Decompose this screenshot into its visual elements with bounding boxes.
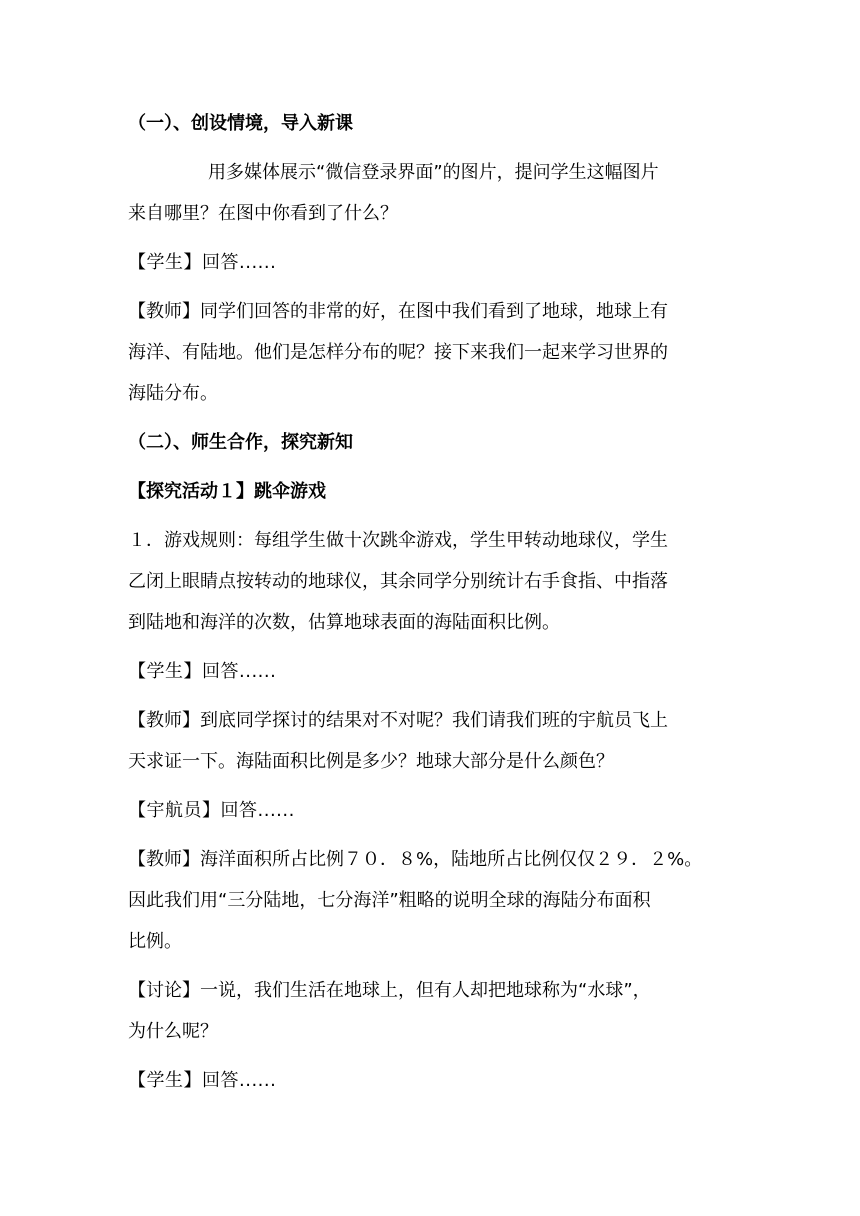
rule-line-3: 到陆地和海洋的次数，估算地球表面的海陆面积比例。 [128,612,560,633]
section-1-heading: （一）、创设情境，导入新课 [128,113,353,134]
rule-line-2: 乙闭上眼睛点按转动的地球仪，其余同学分别统计右手食指、中指落 [128,571,668,592]
activity-heading: 【探究活动１】跳伞游戏 [128,481,326,502]
discussion-line-1: 【讨论】一说，我们生活在地球上，但有人却把地球称为“水球”， [128,980,651,1001]
section-1-paragraph-line-2: 来自哪里？在图中你看到了什么？ [128,203,398,224]
student-answer-3: 【学生】回答...... [128,1070,277,1091]
student-answer-2: 【学生】回答...... [128,661,277,682]
teacher-1-line-3: 海陆分布。 [128,383,218,404]
student-answer-1: 【学生】回答...... [128,252,277,273]
document-body [128,112,736,1093]
teacher-3-line-1: 【教师】海洋面积所占比例７０．８%，陆地所占比例仅仅２９．２%。 [128,849,703,870]
rule-line-1: １．游戏规则：每组学生做十次跳伞游戏，学生甲转动地球仪，学生 [128,530,668,551]
teacher-2-line-2: 天求证一下。海陆面积比例是多少？地球大部分是什么颜色？ [128,751,614,772]
teacher-2-line-1: 【教师】到底同学探讨的结果对不对呢？我们请我们班的宇航员飞上 [128,710,668,731]
teacher-1-line-1: 【教师】同学们回答的非常的好，在图中我们看到了地球，地球上有 [128,301,668,322]
teacher-3-line-3: 比例。 [128,931,182,952]
section-2-heading: （二）、师生合作，探究新知 [128,432,353,453]
teacher-3-line-2: 因此我们用“三分陆地，七分海洋”粗略的说明全球的海陆分布面积 [128,890,651,911]
discussion-line-2: 为什么呢？ [128,1021,218,1042]
teacher-1-line-2: 海洋、有陆地。他们是怎样分布的呢？接下来我们一起来学习世界的 [128,342,668,363]
astronaut-answer: 【宇航员】回答...... [128,800,295,821]
section-1-paragraph-line-1: 用多媒体展示“微信登录界面”的图片，提问学生这幅图片 [208,162,659,183]
